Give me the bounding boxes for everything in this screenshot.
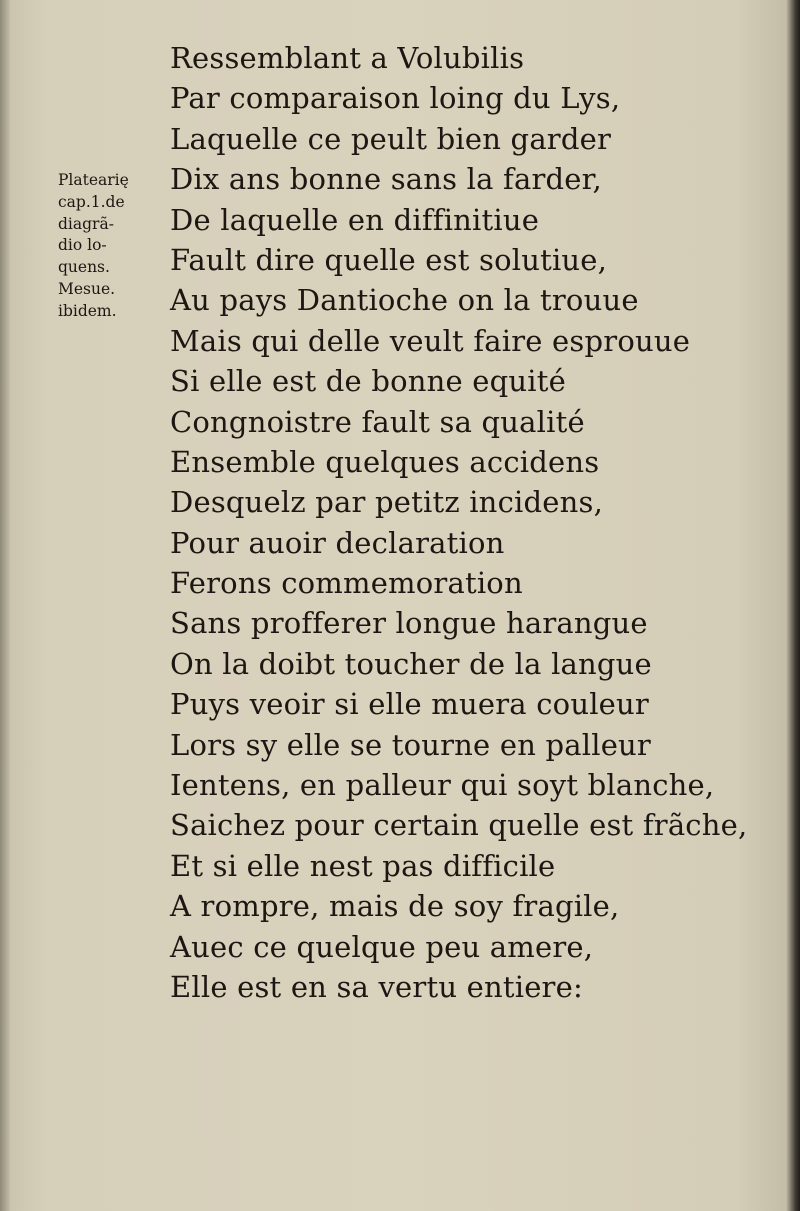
verse-line: Puys veoir si elle muera couleur: [170, 687, 649, 722]
verse-line: Mais qui delle veult faire esprouue: [170, 323, 691, 358]
marginal-note: [58, 170, 158, 323]
verse-line: Saichez pour certain quelle est frãche,: [170, 808, 748, 843]
marginal-note-line: Platearię: [58, 171, 129, 189]
verse-line: Dix ans bonne sans la farder,: [170, 162, 602, 197]
verse-line: Et si elle nest pas difficile: [170, 848, 556, 883]
verse-line: Fault dire quelle est solutiue,: [170, 242, 608, 277]
verse-line: Ressemblant a Volubilis: [170, 41, 525, 75]
verse-line: Elle est en sa vertu entiere:: [170, 969, 583, 1004]
verse-line: Ientens, en palleur qui soyt blanche,: [170, 768, 715, 803]
marginal-note-line: cap.1.de: [58, 192, 125, 211]
verse-line: Pour auoir declaration: [170, 525, 505, 560]
verse-line: Desquelz par petitz incidens,: [170, 485, 603, 520]
verse-line: Par comparaison loing du Lys,: [170, 81, 621, 116]
marginal-note-line: diagrã-: [58, 214, 114, 233]
marginal-note-line: Mesue.: [58, 279, 116, 298]
verse-line: A rompre, mais de soy fragile,: [170, 889, 620, 924]
page-gutter-left: [0, 0, 10, 1211]
verse-line: Si elle est de bonne equité: [170, 364, 566, 399]
verse-line: Ensemble quelques accidens: [170, 444, 600, 479]
marginal-note-line: quens.: [58, 258, 110, 277]
verse-line: Ferons commemoration: [170, 566, 523, 601]
verse-line: On la doibt toucher de la langue: [170, 646, 652, 681]
verse-line: Auec ce quelque peu amere,: [170, 929, 594, 964]
marginal-note-line: ibidem.: [58, 301, 117, 320]
verse-line: Lors sy elle se tourne en palleur: [170, 727, 651, 762]
page-edge-right: [786, 0, 800, 1211]
verse-line: Au pays Dantioche on la trouue: [170, 283, 639, 318]
verse-line: De laquelle en diffinitiue: [170, 202, 540, 237]
verse-block: [170, 38, 770, 1007]
verse-line: Laquelle ce peult bien garder: [170, 121, 612, 156]
verse-line: Sans profferer longue harangue: [170, 606, 648, 641]
marginal-note-line: dio lo-: [58, 236, 107, 255]
verse-line: Congnoistre fault sa qualité: [170, 404, 585, 439]
